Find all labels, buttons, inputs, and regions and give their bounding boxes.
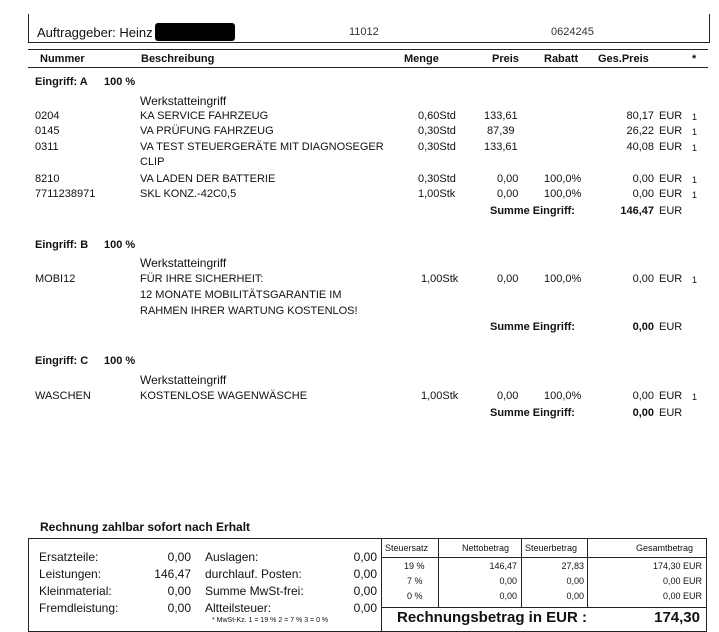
item-currency: EUR <box>659 173 683 185</box>
item-quantity: 1,00Stk <box>421 273 459 285</box>
column-number: Nummer <box>40 53 85 65</box>
item-description: VA LADEN DER BATTERIE <box>140 173 276 185</box>
column-flag: * <box>692 53 697 65</box>
section-percent: 100 % <box>104 239 136 251</box>
item-price: 0,00 <box>497 173 519 185</box>
tax-divider <box>382 607 706 608</box>
item-description: KA SERVICE FAHRZEUG <box>140 110 269 122</box>
item-number: 0145 <box>35 125 60 137</box>
client-label: Auftraggeber: Heinz <box>37 25 153 40</box>
section-sum-value: 146,47 <box>620 205 654 217</box>
section-title: Eingriff: A <box>35 76 88 88</box>
item-number: 8210 <box>35 173 60 185</box>
tax-amount: 0,00 <box>566 591 584 601</box>
item-number: MOBI12 <box>35 273 76 285</box>
item-currency: EUR <box>659 125 683 137</box>
item-flag: 1 <box>692 143 698 153</box>
item-price: 87,39 <box>487 125 515 137</box>
item-number: 0204 <box>35 110 60 122</box>
fee-label: Ersatzteile: <box>39 550 99 564</box>
fee-value: 0,00 <box>167 584 191 598</box>
item-quantity: 0,60Std <box>418 110 456 122</box>
column-price: Preis <box>492 53 519 65</box>
tax-gross: 174,30 EUR <box>652 561 702 571</box>
item-flag: 1 <box>692 112 698 122</box>
section-percent: 100 % <box>104 76 136 88</box>
payment-note: Rechnung zahlbar sofort nach Erhalt <box>40 520 251 534</box>
fee-value: 0,00 <box>353 601 377 615</box>
section-subtitle: Werkstatteingriff <box>140 373 227 387</box>
fee-value: 146,47 <box>154 567 191 581</box>
item-number: 7711238971 <box>35 188 96 200</box>
tax-divider <box>382 557 706 558</box>
client-header-box <box>28 14 710 43</box>
item-currency: EUR <box>659 390 683 402</box>
column-description: Beschreibung <box>141 53 215 65</box>
item-description: KOSTENLOSE WAGENWÄSCHE <box>140 390 308 402</box>
item-quantity: 0,30Std <box>418 125 456 137</box>
section-percent: 100 % <box>104 355 136 367</box>
fee-label: Kleinmaterial: <box>39 584 112 598</box>
section-title: Eingriff: B <box>35 239 89 251</box>
item-currency: EUR <box>659 110 683 122</box>
column-header-row <box>28 49 708 68</box>
section-sum-value: 0,00 <box>632 407 654 419</box>
fee-summary-box <box>28 538 382 632</box>
fee-label: Fremdleistung: <box>39 601 119 615</box>
tax-header: Nettobetrag <box>462 543 510 553</box>
section-sum-label: Summe Eingriff: <box>490 407 575 419</box>
item-total: 80,17 <box>626 110 654 122</box>
job-number: 11012 <box>349 26 379 38</box>
fee-value: 0,00 <box>353 567 377 581</box>
section-sum-label: Summe Eingriff: <box>490 205 575 217</box>
order-number: 0624245 <box>551 26 594 38</box>
item-flag: 1 <box>692 175 698 185</box>
tax-header: Steuersatz <box>385 543 429 553</box>
invoice-total-value: 174,30 <box>654 609 700 626</box>
tax-rate: 7 % <box>407 576 423 586</box>
tax-rate: 0 % <box>407 591 423 601</box>
section-sum-label: Summe Eingriff: <box>490 321 575 333</box>
item-currency: EUR <box>659 141 683 153</box>
tax-header: Gesamtbetrag <box>636 543 694 553</box>
fee-label: durchlauf. Posten: <box>205 567 302 581</box>
item-price: 0,00 <box>497 188 519 200</box>
item-description: FÜR IHRE SICHERHEIT: <box>140 273 264 285</box>
section-sum-currency: EUR <box>659 205 683 217</box>
item-total: 26,22 <box>626 125 654 137</box>
item-description: VA PRÜFUNG FAHRZEUG <box>140 125 274 137</box>
item-discount: 100,0% <box>544 173 582 185</box>
column-quantity: Menge <box>404 53 439 65</box>
item-quantity: 1,00Stk <box>421 390 459 402</box>
fee-label: Leistungen: <box>39 567 102 581</box>
item-price: 133,61 <box>484 141 518 153</box>
section-subtitle: Werkstatteingriff <box>140 94 227 108</box>
tax-gross: 0,00 EUR <box>662 591 702 601</box>
tax-rate: 19 % <box>404 561 425 571</box>
vat-key-note: * MwSt-Kz. 1 = 19 % 2 = 7 % 3 = 0 % <box>212 617 329 624</box>
item-price: 0,00 <box>497 390 519 402</box>
item-total: 0,00 <box>632 188 654 200</box>
tax-net: 0,00 <box>499 576 517 586</box>
tax-net: 0,00 <box>499 591 517 601</box>
item-currency: EUR <box>659 273 683 285</box>
item-total: 0,00 <box>632 390 654 402</box>
tax-net: 146,47 <box>489 561 517 571</box>
section-subtitle: Werkstatteingriff <box>140 256 227 270</box>
section-sum-currency: EUR <box>659 407 683 419</box>
fee-label: Summe MwSt-frei: <box>205 584 304 598</box>
column-discount: Rabatt <box>544 53 579 65</box>
fee-label: Auslagen: <box>205 550 259 564</box>
item-quantity: 0,30Std <box>418 173 456 185</box>
item-flag: 1 <box>692 275 698 285</box>
section-sum-value: 0,00 <box>632 321 654 333</box>
item-price: 133,61 <box>484 110 518 122</box>
item-number: 0311 <box>35 141 59 153</box>
tax-divider <box>587 539 588 607</box>
item-flag: 1 <box>692 392 698 402</box>
item-description-continued: 12 MONATE MOBILITÄTSGARANTIE IM <box>140 289 342 301</box>
item-number: WASCHEN <box>35 390 91 402</box>
tax-amount: 0,00 <box>566 576 584 586</box>
section-sum-currency: EUR <box>659 321 683 333</box>
section-title: Eingriff: C <box>35 355 89 367</box>
fee-value: 0,00 <box>353 584 377 598</box>
item-flag: 1 <box>692 190 698 200</box>
tax-amount: 27,83 <box>561 561 584 571</box>
item-quantity: 1,00Stk <box>418 188 456 200</box>
item-total: 0,00 <box>632 173 654 185</box>
item-total: 0,00 <box>632 273 654 285</box>
item-flag: 1 <box>692 127 698 137</box>
item-description: SKL KONZ.-42C0,5 <box>140 188 237 200</box>
tax-gross: 0,00 EUR <box>662 576 702 586</box>
redacted-name-block <box>155 23 235 41</box>
item-quantity: 0,30Std <box>418 141 456 153</box>
fee-value: 0,00 <box>167 601 191 615</box>
tax-divider <box>438 539 439 607</box>
item-description-continued: CLIP <box>140 156 165 168</box>
item-discount: 100,0% <box>544 390 582 402</box>
tax-divider <box>521 539 522 607</box>
tax-header: Steuerbetrag <box>525 543 578 553</box>
fee-label: Altteilsteuer: <box>205 601 272 615</box>
item-description-continued: RAHMEN IHRER WARTUNG KOSTENLOS! <box>140 305 358 317</box>
fee-value: 0,00 <box>353 550 377 564</box>
item-currency: EUR <box>659 188 683 200</box>
item-discount: 100,0% <box>544 273 582 285</box>
fee-value: 0,00 <box>167 550 191 564</box>
item-total: 40,08 <box>626 141 654 153</box>
item-discount: 100,0% <box>544 188 582 200</box>
column-total: Ges.Preis <box>598 53 649 65</box>
item-description: VA TEST STEUERGERÄTE MIT DIAGNOSEGER <box>140 141 384 153</box>
invoice-total-label: Rechnungsbetrag in EUR : <box>397 609 588 626</box>
item-price: 0,00 <box>497 273 519 285</box>
